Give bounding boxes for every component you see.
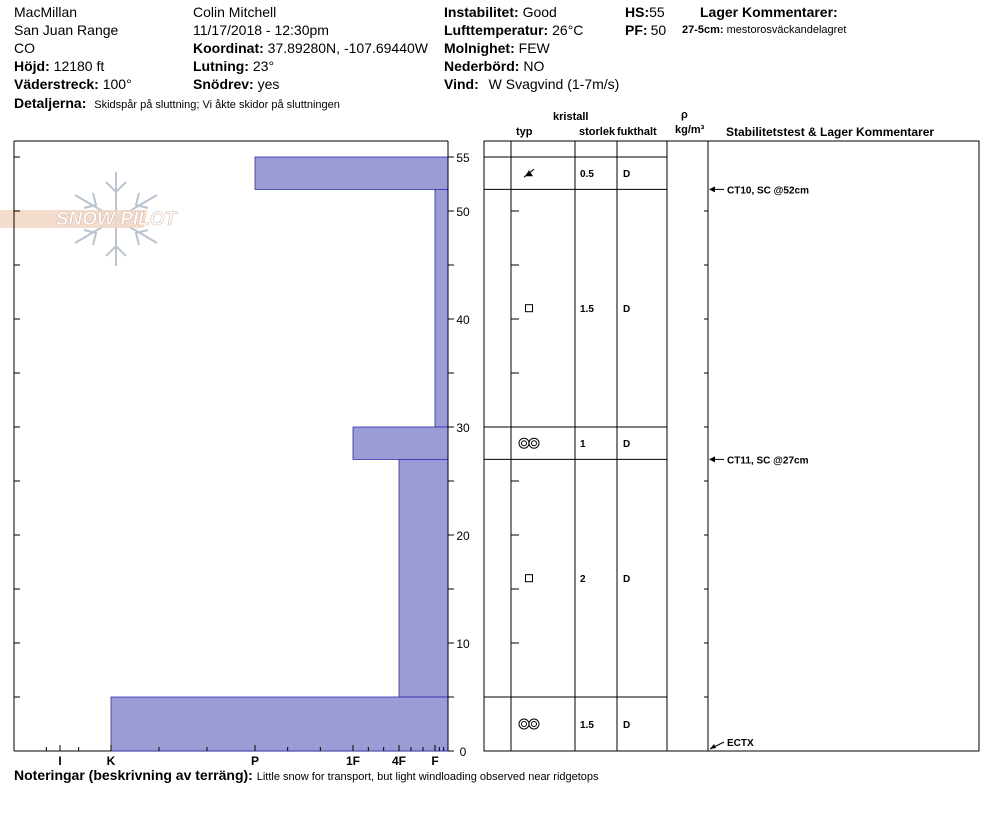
depth-tick-label: 40 bbox=[456, 313, 470, 327]
logo-text: SNOW PILOT bbox=[55, 209, 177, 230]
moisture-label: D bbox=[623, 439, 631, 451]
slope-label: Lutning: bbox=[193, 58, 249, 74]
melt-freeze-icon bbox=[519, 438, 539, 448]
melt-ring-outer bbox=[529, 719, 539, 729]
rho-header: ρ bbox=[681, 109, 688, 121]
observer-name: Colin Mitchell bbox=[193, 4, 277, 20]
depth-tick-label: 10 bbox=[456, 637, 470, 651]
melt-ring-outer bbox=[519, 719, 529, 729]
wind-label: Vind: bbox=[444, 76, 479, 92]
elevation-label: Höjd: bbox=[14, 58, 50, 74]
airtemp-label: Lufttemperatur: bbox=[444, 22, 549, 38]
drift-value: yes bbox=[257, 76, 280, 92]
hardness-bar bbox=[435, 189, 448, 427]
test-label: CT10, SC @52cm bbox=[727, 185, 810, 197]
hardness-bar bbox=[111, 697, 448, 751]
hardness-tick-label: I bbox=[58, 754, 62, 768]
precip-label: Nederbörd: bbox=[444, 58, 520, 74]
pf-label: PF: bbox=[625, 22, 648, 38]
surface-hoar-icon bbox=[524, 169, 534, 177]
coordinate-value: 37.89280N, -107.69440W bbox=[267, 40, 428, 56]
grain-size-label: 1 bbox=[580, 439, 586, 451]
depth-tick-label: 30 bbox=[456, 421, 470, 435]
layer-comments-label: Lager Kommentarer: bbox=[700, 4, 838, 20]
hardness-tick-label: 4F bbox=[391, 754, 407, 768]
test-label: CT11, SC @27cm bbox=[727, 455, 809, 467]
melt-ring-inner bbox=[532, 441, 537, 446]
hardness-bar bbox=[399, 459, 448, 697]
aspect-label: Väderstreck: bbox=[14, 76, 99, 92]
crystal-header: kristall bbox=[553, 111, 589, 123]
coordinate-label: Koordinat: bbox=[193, 40, 264, 56]
drift-label: Snödrev: bbox=[193, 76, 254, 92]
pf-value: 50 bbox=[650, 22, 667, 38]
faceted-icon bbox=[526, 305, 533, 312]
faceted-shape bbox=[526, 305, 533, 312]
depth-tick-label: 55 bbox=[456, 151, 470, 165]
stability-value: Good bbox=[522, 4, 557, 20]
depth-tick-label: 0 bbox=[459, 745, 467, 759]
moisture-header: fukthalt bbox=[617, 126, 657, 138]
layer-table-frame bbox=[484, 141, 979, 751]
notes-row bbox=[14, 767, 599, 784]
notes-label: Noteringar (beskrivning av terräng): bbox=[14, 767, 253, 783]
snow-pilot-logo bbox=[0, 172, 178, 266]
depth-tick-label: 50 bbox=[456, 205, 470, 219]
observation-datetime: 11/17/2018 - 12:30pm bbox=[193, 22, 329, 38]
moisture-label: D bbox=[623, 169, 631, 181]
slope-value: 23° bbox=[252, 58, 275, 74]
cloud-label: Molnighet: bbox=[444, 40, 515, 56]
melt-ring-inner bbox=[532, 722, 537, 727]
aspect-value: 100° bbox=[102, 76, 132, 92]
grain-size-label: 1.5 bbox=[580, 720, 594, 731]
grain-size-label: 1.5 bbox=[580, 304, 594, 316]
mountain-range: San Juan Range bbox=[14, 22, 119, 38]
stability-label: Instabilitet: bbox=[444, 4, 519, 20]
faceted-shape bbox=[526, 575, 533, 582]
melt-ring-outer bbox=[529, 438, 539, 448]
wind-value: W Svagvind (1-7m/s) bbox=[488, 76, 620, 92]
size-header: storlek bbox=[579, 126, 616, 138]
layer-comment-text: mestorosväckandelagret bbox=[726, 24, 847, 36]
hardness-tick-label: K bbox=[106, 754, 116, 768]
hardness-tick-label: P bbox=[250, 754, 260, 768]
state: CO bbox=[14, 40, 35, 56]
moisture-label: D bbox=[623, 720, 631, 731]
melt-ring-outer bbox=[519, 438, 529, 448]
faceted-icon bbox=[526, 575, 533, 582]
test-arrowhead bbox=[709, 456, 715, 462]
type-header: typ bbox=[516, 126, 533, 138]
melt-ring-inner bbox=[522, 722, 527, 727]
hardness-bar bbox=[353, 427, 448, 459]
melt-freeze-icon bbox=[519, 719, 539, 729]
airtemp-value: 26°C bbox=[552, 22, 584, 38]
notes-value: Little snow for transport, but light windloading observed near ridgetops bbox=[256, 771, 599, 783]
hs-value: 55 bbox=[649, 4, 665, 20]
test-label: ECTX bbox=[727, 738, 754, 749]
hs-label: HS: bbox=[625, 4, 650, 20]
hardness-tick-label: F bbox=[431, 754, 439, 768]
depth-tick-label: 20 bbox=[456, 529, 470, 543]
hardness-tick-label: 1F bbox=[345, 754, 361, 768]
details-value: Skidspår på sluttning; Vi åkte skidor på sluttningen bbox=[94, 99, 340, 111]
cloud-value: FEW bbox=[518, 40, 550, 56]
test-arrowhead bbox=[709, 186, 715, 192]
moisture-label: D bbox=[623, 574, 631, 586]
hardness-bar bbox=[255, 157, 448, 189]
grain-size-label: 0.5 bbox=[580, 169, 594, 181]
elevation-value: 12180 ft bbox=[53, 58, 105, 74]
test-arrowhead bbox=[710, 744, 716, 749]
grain-size-label: 2 bbox=[580, 574, 586, 586]
density-unit-header: kg/m³ bbox=[675, 124, 705, 136]
moisture-label: D bbox=[623, 304, 631, 316]
precip-value: NO bbox=[523, 58, 545, 74]
location-name: MacMillan bbox=[14, 4, 78, 20]
layer-comment-depth: 27-5cm: bbox=[682, 24, 724, 36]
tests-header: Stabilitetstest & Lager Kommentarer bbox=[726, 125, 935, 139]
melt-ring-inner bbox=[522, 441, 527, 446]
details-label: Detaljerna: bbox=[14, 95, 87, 111]
